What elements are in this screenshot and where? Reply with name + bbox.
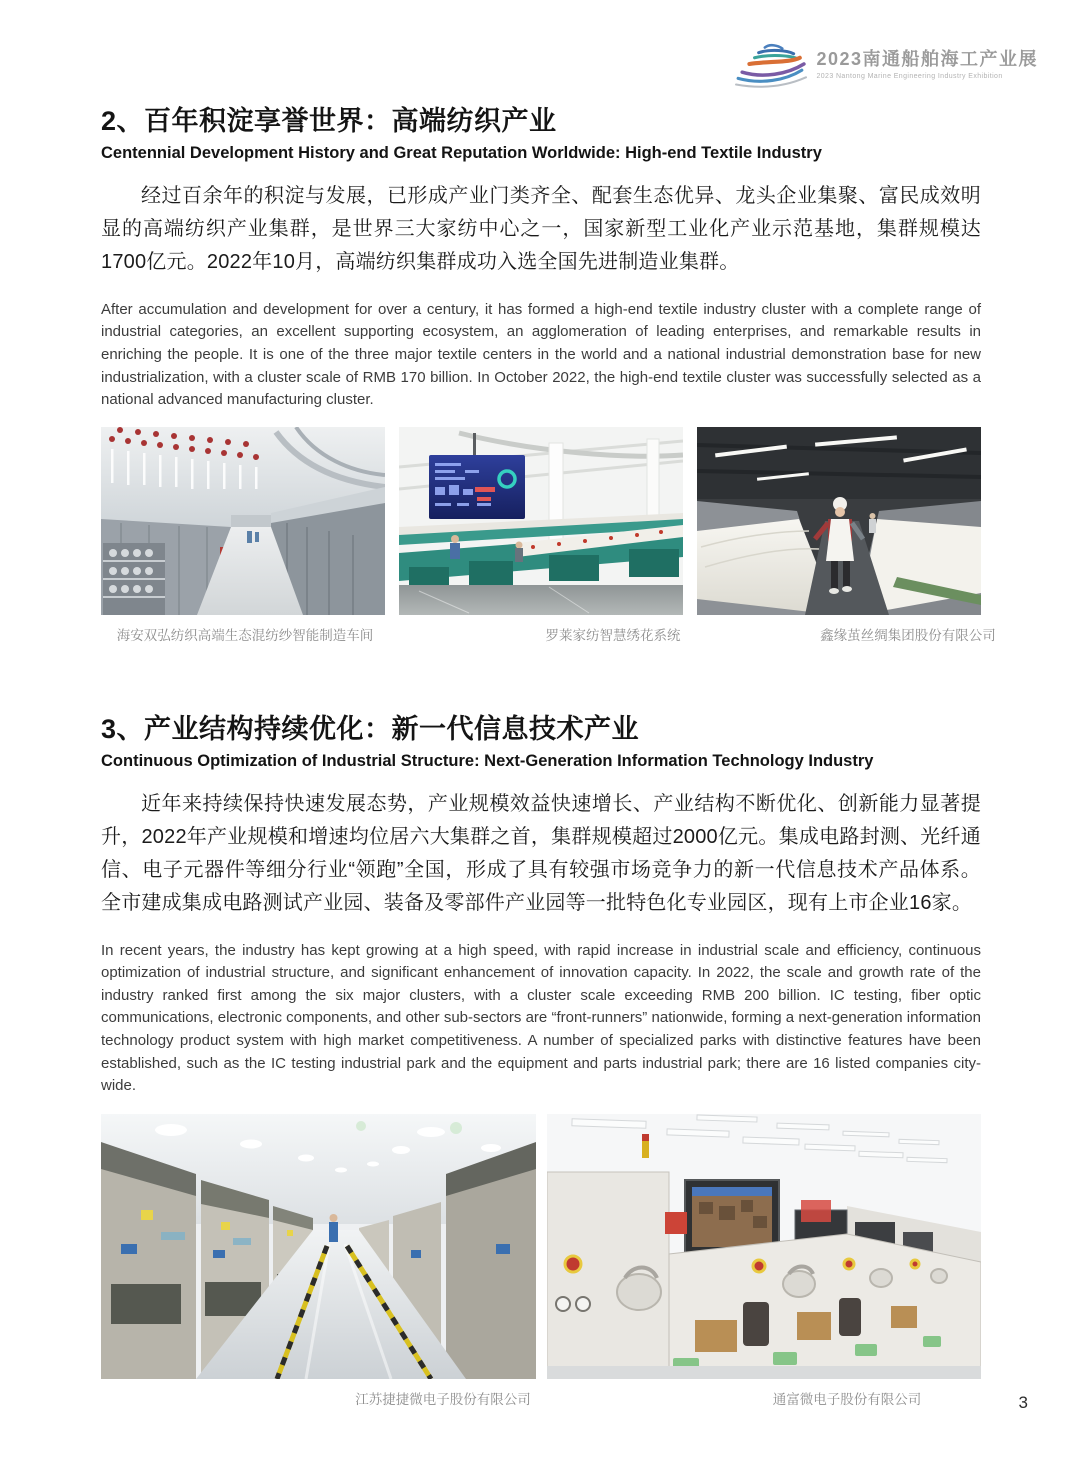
logo-title: 2023南通船舶海工产业展 [816, 49, 1038, 70]
it-caption-row [101, 1388, 981, 1406]
section-3-title-en: Continuous Optimization of Industrial Structure: Next-Generation Information Technology Industry [101, 751, 874, 770]
photo-silk-factory [697, 427, 981, 615]
section-2-body-en: After accumulation and development for over a century, it has formed a high-end textile industry cluster with a complete range of industrial categories, an excellent supporting ecosystem, an agglomeration of leading enterprises, and remarkable results in enriching the people. It is one of the three major textile centers in the world and a national industrial demonstration base for new industrialization, with a cluster scale of RMB 170 billion. In October 2022, the high-end textile cluster was successfully selected as a national advanced manufacturing cluster. [101, 300, 981, 409]
photo-tongfu-factory [547, 1114, 981, 1379]
photo-caption: 江苏捷捷微电子股份有限公司 [355, 1391, 531, 1407]
page-content [101, 0, 996, 1407]
it-photo-row [101, 1114, 981, 1379]
section-3-body-en: In recent years, the industry has kept growing at a high speed, with rapid increase in industrial scale and efficiency, continuous optimization of industrial structure, and significant enhancement of innovation capacity. In 2022, the scale and growth rate of the industry ranked first among the six major clusters, with a cluster scale exceeding RMB 200 billion. IC testing, fiber optic communications, electronic components, and other sub-sectors are “front-runners” nationwide, forming a next-generation information technology product system with high market competitiveness. A number of specialized parks with distinctive features have been established, such as the IC testing industrial park and the equipment and parts industrial park; there are 16 listed companies city-wide. [101, 941, 981, 1095]
page-number: 3 [1018, 1393, 1028, 1412]
logo-subtitle: 2023 Nantong Marine Engineering Industry Exhibition [816, 72, 1003, 80]
section-2-body-zh: 经过百余年的积淀与发展，已形成产业门类齐全、配套生态优异、龙头企业集聚、富民成效明显的高端纺织产业集群，是世界三大家纺中心之一，国家新型工业化产业示范基地，集群规模达1700亿元。2022年10月，高端纺织集群成功入选全国先进制造业集群。 [101, 184, 981, 273]
photo-embroidery-system [399, 427, 683, 615]
section-3-title-zh: 3、产业结构持续优化：新一代信息技术产业 [101, 713, 640, 744]
photo-caption: 鑫缘茧丝绸集团股份有限公司 [820, 627, 996, 643]
photo-caption: 罗莱家纺智慧绣花系统 [545, 627, 681, 643]
photo-caption: 通富微电子股份有限公司 [772, 1391, 922, 1407]
photo-spinning-workshop [101, 427, 385, 615]
section-2-title-zh: 2、百年积淀享誉世界：高端纺织产业 [101, 106, 557, 136]
photo-caption: 海安双弘纺织高端生态混纺纱智能制造车间 [116, 627, 374, 643]
textile-photo-row [101, 427, 981, 615]
photo-jiejie-factory [101, 1114, 536, 1379]
section-2-title-en: Centennial Development History and Great Reputation Worldwide: High-end Textile Industry [101, 144, 822, 163]
textile-caption-row [101, 624, 996, 643]
section-3-body-zh: 近年来持续保持快速发展态势，产业规模效益快速增长、产业结构不断优化、创新能力显著提升，2022年产业规模和增速均位居六大集群之首，集群规模超过2000亿元。集成电路封测、光纤通信、电子元器件等细分行业“领跑”全国，形成了具有较强市场竞争力的新一代信息技术产品体系。全市建成集成电路测试产业园、装备及零部件产业园等一批特色化专业园区，现有上市企业16家。 [101, 792, 981, 914]
